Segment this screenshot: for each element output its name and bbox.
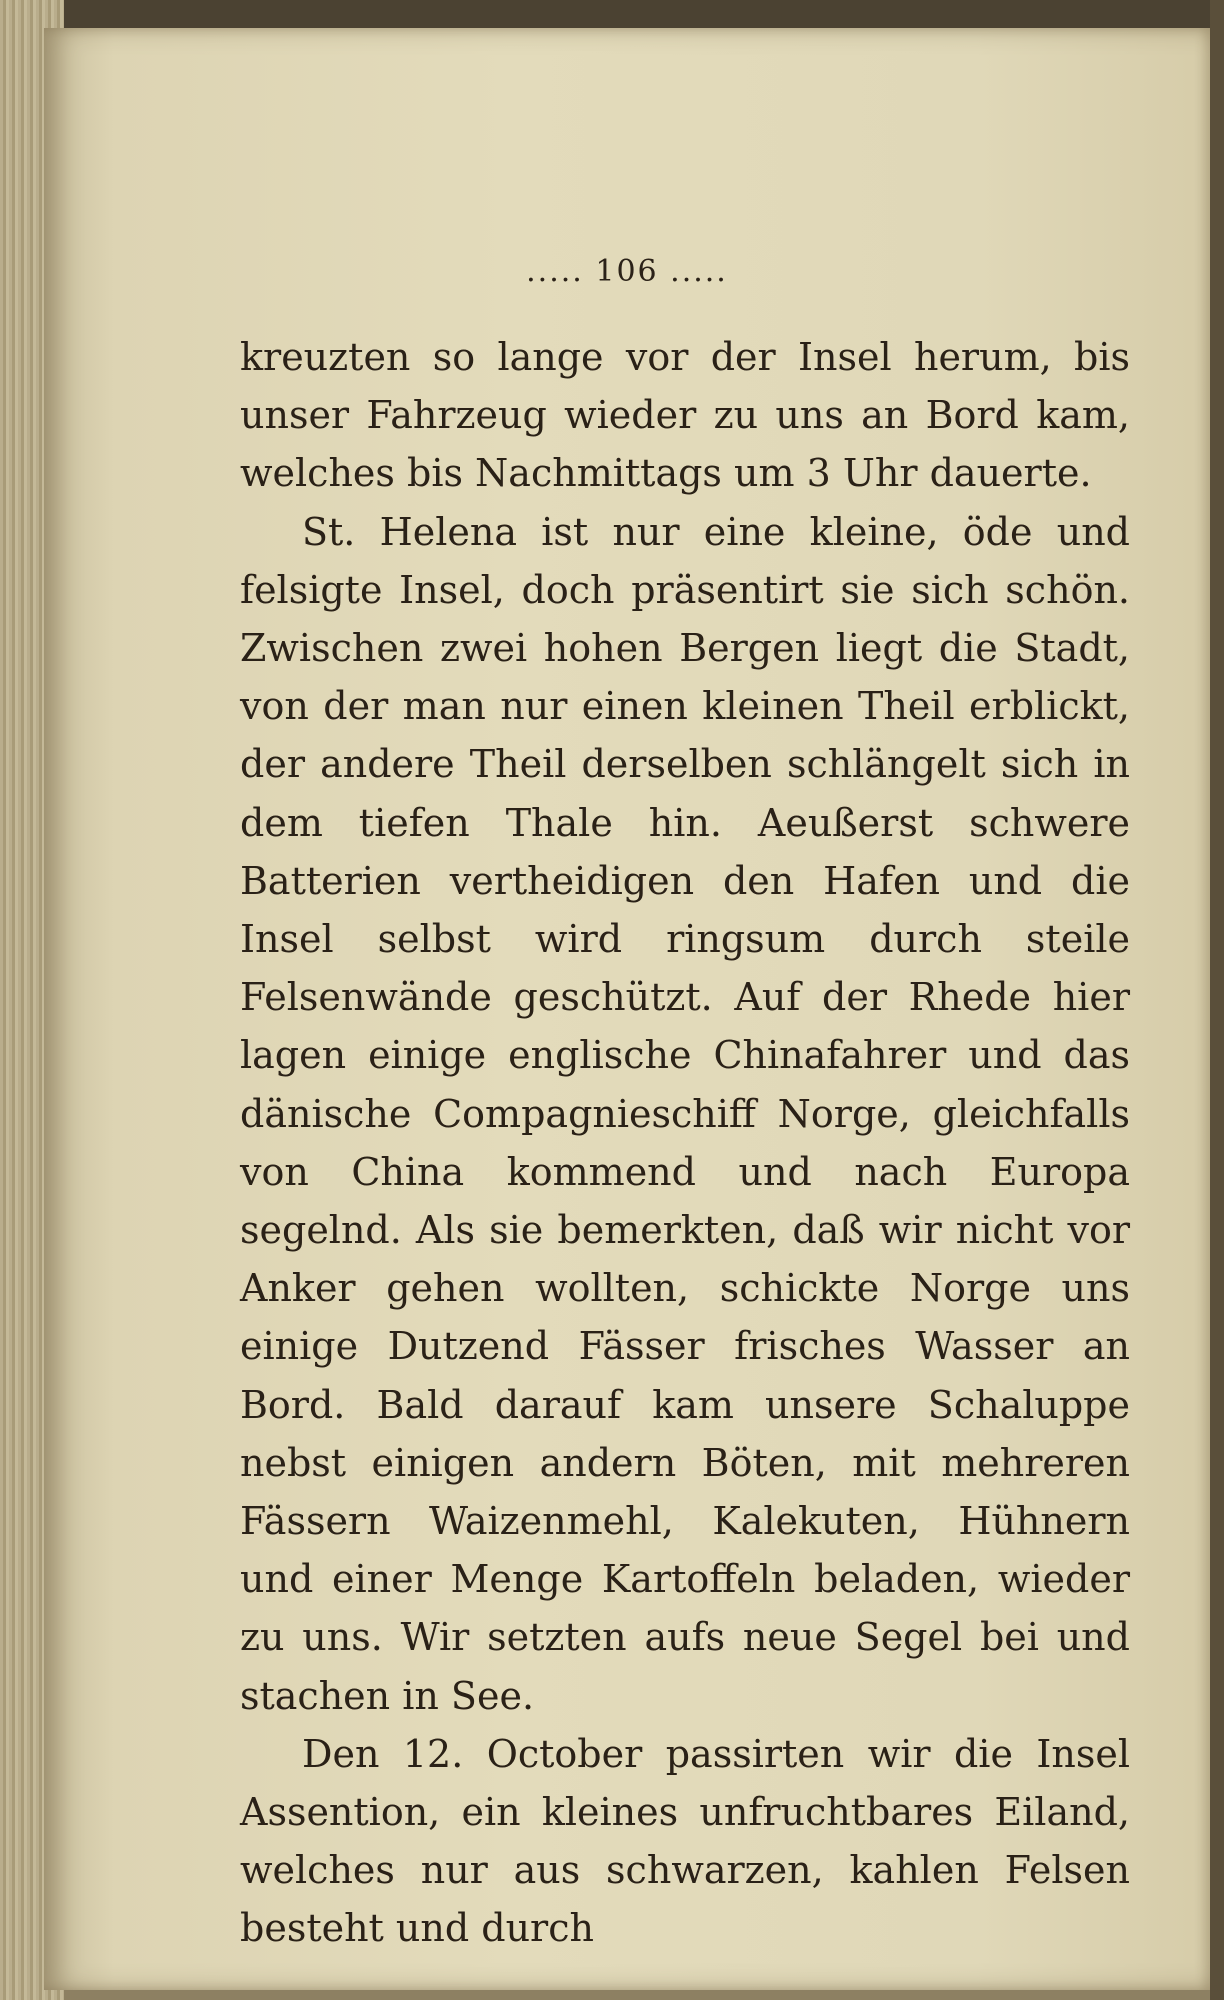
scan-right-edge [1210, 0, 1224, 2000]
scan-top-edge [0, 0, 1224, 28]
paragraph-1: kreuzten so lange vor der Insel herum, bis unser Fahrzeug wieder zu uns an Bord kam, welches bis Nachmittags um 3 Uhr dauerte. [240, 335, 1130, 496]
body-text [240, 328, 1130, 1958]
book-page [44, 28, 1210, 1990]
paragraph-3: Den 12. October passirten wir die Insel Assention, ein kleines unfruchtbares Eiland, welches nur aus schwarzen, kahlen Felsen besteht und durch [240, 1731, 1130, 1951]
paragraph-2: St. Helena ist nur eine kleine, öde und felsigte Insel, doch präsentirt sie sich schön. Zwischen zwei hohen Bergen liegt die Stadt, von der man nur einen kleinen Theil erblickt, der andere Theil derselben schlängelt sich in dem tiefen Thale hin. Aeußerst schwere Batterien vertheidigen den Hafen und die Insel selbst wird ringsum durch steile Felsenwände geschützt. Auf der Rhede hier lagen einige englische Chinafahrer und das dänische Compagnieschiff Norge, gleichfalls von China kommend und nach Europa segelnd. Als sie bemerkten, daß wir nicht vor Anker gehen wollten, schickte Norge uns einige Dutzend Fässer frisches Wasser an Bord. Bald darauf kam unsere Schaluppe nebst einigen andern Böten, mit mehreren Fässern Waizenmehl, Kalekuten, Hühnern und einer Menge Kartoffeln beladen, wieder zu uns. Wir setzten aufs neue Segel bei und stachen in See. [240, 509, 1130, 1718]
page-number: ..... 106 ..... [526, 254, 728, 289]
